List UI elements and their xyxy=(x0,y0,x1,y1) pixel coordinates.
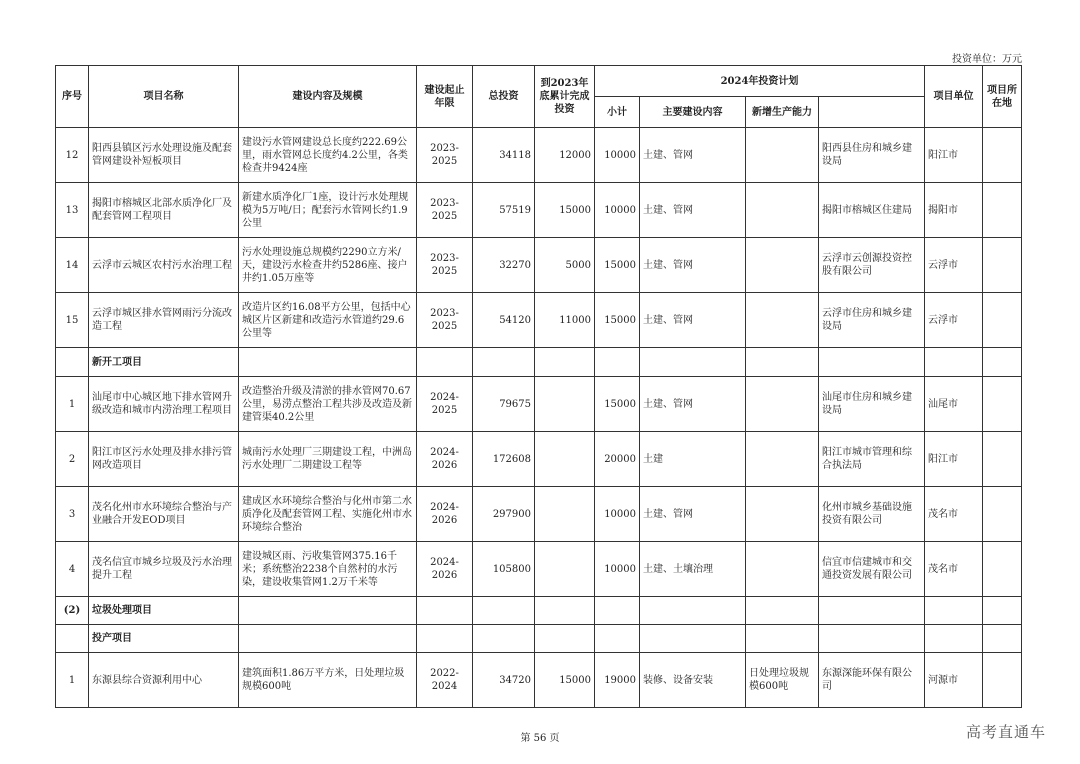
cell-completed: 11000 xyxy=(535,293,595,348)
empty-cell xyxy=(417,625,473,653)
cell-name: 东源县综合资源利用中心 xyxy=(89,653,239,708)
table-row xyxy=(56,653,1022,708)
cell-completed: 5000 xyxy=(535,238,595,293)
cell-completed: 15000 xyxy=(535,183,595,238)
cell-subtotal: 19000 xyxy=(595,653,640,708)
cell-capacity xyxy=(746,377,819,432)
cell-content: 改造片区约16.08平方公里，包括中心城区片区新建和改造污水管道约29.6公里等 xyxy=(239,293,417,348)
cell-note xyxy=(983,542,1022,597)
cell-total: 32270 xyxy=(473,238,535,293)
cell-name: 揭阳市榕城区北部水质净化厂及配套管网工程项目 xyxy=(89,183,239,238)
cell-seq: 3 xyxy=(56,487,89,542)
cell-capacity xyxy=(746,183,819,238)
cell-content: 建成区水环境综合整治与化州市第二水质净化及配套管网工程、实施化州市水环境综合整治 xyxy=(239,487,417,542)
header-main-content: 主要建设内容 xyxy=(640,97,746,128)
cell-capacity xyxy=(746,238,819,293)
cell-period: 2024-2026 xyxy=(417,487,473,542)
cell-content: 建设污水管网建设总长度约222.69公里，雨水管网总长度约4.2公里，各类检查井9424座 xyxy=(239,128,417,183)
header-plan2024: 2024年投资计划 xyxy=(595,66,925,97)
cell-subtotal: 15000 xyxy=(595,293,640,348)
cell-capacity: 日处理垃圾规模600吨 xyxy=(746,653,819,708)
cell-total: 54120 xyxy=(473,293,535,348)
cell-content: 城南污水处理厂三期建设工程，中洲岛污水处理厂二期建设工程等 xyxy=(239,432,417,487)
cell-capacity xyxy=(746,293,819,348)
table-row xyxy=(56,432,1022,487)
cell-seq: 12 xyxy=(56,128,89,183)
empty-cell xyxy=(239,348,417,377)
cell-unit: 汕尾市住房和城乡建设局 xyxy=(819,377,925,432)
empty-cell xyxy=(640,348,746,377)
section-seq xyxy=(56,625,89,653)
cell-seq: 14 xyxy=(56,238,89,293)
header-name: 项目名称 xyxy=(89,66,239,128)
empty-cell xyxy=(819,597,925,625)
cell-period: 2023-2025 xyxy=(417,183,473,238)
cell-location: 汕尾市 xyxy=(925,377,983,432)
empty-cell xyxy=(925,625,983,653)
cell-seq: 13 xyxy=(56,183,89,238)
table-row xyxy=(56,183,1022,238)
cell-completed: 15000 xyxy=(535,653,595,708)
cell-unit: 揭阳市榕城区住建局 xyxy=(819,183,925,238)
watermark: 高考直通车 xyxy=(966,723,1047,741)
header-period: 建设起止年限 xyxy=(417,66,473,128)
empty-cell xyxy=(595,348,640,377)
cell-location: 河源市 xyxy=(925,653,983,708)
section-seq: (2) xyxy=(56,597,89,625)
table-row xyxy=(56,238,1022,293)
empty-cell xyxy=(473,597,535,625)
cell-capacity xyxy=(746,542,819,597)
cell-subtotal: 20000 xyxy=(595,432,640,487)
empty-cell xyxy=(535,597,595,625)
empty-cell xyxy=(535,625,595,653)
cell-period: 2022-2024 xyxy=(417,653,473,708)
cell-period: 2024-2025 xyxy=(417,377,473,432)
cell-period: 2023-2025 xyxy=(417,238,473,293)
cell-subtotal: 10000 xyxy=(595,128,640,183)
section-label: 新开工项目 xyxy=(89,348,239,377)
cell-unit: 东源深能环保有限公司 xyxy=(819,653,925,708)
empty-cell xyxy=(925,348,983,377)
cell-content: 建筑面积1.86万平方米，日处理垃圾规模600吨 xyxy=(239,653,417,708)
page-number: 第 56 页 xyxy=(520,733,560,744)
cell-subtotal: 15000 xyxy=(595,377,640,432)
cell-total: 57519 xyxy=(473,183,535,238)
empty-cell xyxy=(819,348,925,377)
cell-subtotal: 15000 xyxy=(595,238,640,293)
cell-note xyxy=(983,487,1022,542)
cell-completed xyxy=(535,542,595,597)
cell-note xyxy=(983,128,1022,183)
cell-location: 揭阳市 xyxy=(925,183,983,238)
cell-main-content: 土建、管网 xyxy=(640,487,746,542)
empty-cell xyxy=(239,597,417,625)
cell-unit: 阳江市城市管理和综合执法局 xyxy=(819,432,925,487)
cell-note xyxy=(983,653,1022,708)
cell-subtotal: 10000 xyxy=(595,183,640,238)
cell-name: 茂名化州市水环境综合整治与产业融合开发EOD项目 xyxy=(89,487,239,542)
table-row xyxy=(56,377,1022,432)
empty-cell xyxy=(983,597,1022,625)
cell-content: 改造整治升级及清淤的排水管网70.67公里，易涝点整治工程共涉及改造及新建管渠40.2公里 xyxy=(239,377,417,432)
section-label: 投产项目 xyxy=(89,625,239,653)
empty-cell xyxy=(746,597,819,625)
header-total: 总投资 xyxy=(473,66,535,128)
empty-cell xyxy=(746,348,819,377)
cell-content: 新建水质净化厂1座，设计污水处理规模为5万吨/日；配套污水管网长约1.9公里 xyxy=(239,183,417,238)
cell-total: 79675 xyxy=(473,377,535,432)
header-unit: 项目单位 xyxy=(925,66,983,128)
cell-unit: 云浮市住房和城乡建设局 xyxy=(819,293,925,348)
section-row xyxy=(56,625,1022,653)
cell-completed xyxy=(535,432,595,487)
header-location: 项目所在地 xyxy=(983,66,1022,128)
cell-main-content: 土建、管网 xyxy=(640,128,746,183)
cell-period: 2023-2025 xyxy=(417,128,473,183)
empty-cell xyxy=(983,348,1022,377)
empty-cell xyxy=(535,348,595,377)
cell-name: 云浮市云城区农村污水治理工程 xyxy=(89,238,239,293)
header-completed: 到2023年底累计完成投资 xyxy=(535,66,595,128)
investment-table xyxy=(55,65,1022,708)
cell-unit: 云浮市云创源投资控股有限公司 xyxy=(819,238,925,293)
cell-note xyxy=(983,377,1022,432)
cell-unit: 信宜市信建城市和交通投资发展有限公司 xyxy=(819,542,925,597)
empty-cell xyxy=(473,348,535,377)
empty-cell xyxy=(925,597,983,625)
empty-cell xyxy=(417,597,473,625)
header-new-capacity: 新增生产能力 xyxy=(746,97,819,128)
cell-note xyxy=(983,432,1022,487)
empty-cell xyxy=(417,348,473,377)
cell-total: 105800 xyxy=(473,542,535,597)
header-subtotal: 小计 xyxy=(595,97,640,128)
cell-seq: 4 xyxy=(56,542,89,597)
cell-main-content: 土建、管网 xyxy=(640,183,746,238)
cell-main-content: 土建、土壤治理 xyxy=(640,542,746,597)
cell-period: 2024-2026 xyxy=(417,542,473,597)
empty-cell xyxy=(473,625,535,653)
cell-name: 云浮市城区排水管网雨污分流改造工程 xyxy=(89,293,239,348)
cell-completed: 12000 xyxy=(535,128,595,183)
cell-name: 阳江市区污水处理及排水排污管网改造项目 xyxy=(89,432,239,487)
empty-cell xyxy=(746,625,819,653)
cell-capacity xyxy=(746,432,819,487)
cell-note xyxy=(983,293,1022,348)
cell-main-content: 土建、管网 xyxy=(640,293,746,348)
table-body xyxy=(56,128,1022,708)
table-row xyxy=(56,487,1022,542)
cell-main-content: 装修、设备安装 xyxy=(640,653,746,708)
table-row xyxy=(56,542,1022,597)
empty-cell xyxy=(819,625,925,653)
cell-location: 阳江市 xyxy=(925,432,983,487)
cell-location: 云浮市 xyxy=(925,293,983,348)
table-row xyxy=(56,128,1022,183)
cell-completed xyxy=(535,487,595,542)
cell-main-content: 土建 xyxy=(640,432,746,487)
cell-note xyxy=(983,183,1022,238)
cell-seq: 15 xyxy=(56,293,89,348)
cell-seq: 1 xyxy=(56,653,89,708)
cell-period: 2023-2025 xyxy=(417,293,473,348)
cell-total: 34118 xyxy=(473,128,535,183)
table-row xyxy=(56,293,1022,348)
cell-note xyxy=(983,238,1022,293)
cell-seq: 1 xyxy=(56,377,89,432)
unit-label: 投资单位：万元 xyxy=(952,54,1022,65)
empty-cell xyxy=(640,625,746,653)
header-content: 建设内容及规模 xyxy=(239,66,417,128)
empty-cell xyxy=(595,597,640,625)
header-seq: 序号 xyxy=(56,66,89,128)
cell-seq: 2 xyxy=(56,432,89,487)
cell-subtotal: 10000 xyxy=(595,542,640,597)
section-seq xyxy=(56,348,89,377)
section-label: 垃圾处理项目 xyxy=(89,597,239,625)
cell-unit: 化州市城乡基础设施投资有限公司 xyxy=(819,487,925,542)
cell-location: 茂名市 xyxy=(925,487,983,542)
cell-period: 2024-2026 xyxy=(417,432,473,487)
section-row xyxy=(56,597,1022,625)
empty-cell xyxy=(983,625,1022,653)
cell-content: 建设城区雨、污收集管网375.16千米；系统整治2238个自然村的水污染，建设收集管网1.2万千米等 xyxy=(239,542,417,597)
cell-completed xyxy=(535,377,595,432)
cell-location: 茂名市 xyxy=(925,542,983,597)
cell-unit: 阳西县住房和城乡建设局 xyxy=(819,128,925,183)
empty-cell xyxy=(595,625,640,653)
section-row xyxy=(56,348,1022,377)
cell-location: 云浮市 xyxy=(925,238,983,293)
cell-capacity xyxy=(746,128,819,183)
cell-main-content: 土建、管网 xyxy=(640,238,746,293)
cell-total: 34720 xyxy=(473,653,535,708)
cell-content: 污水处理设施总规模约2290立方米/天，建设污水检查井约5286座、接户井约1.05万座等 xyxy=(239,238,417,293)
cell-name: 阳西县镇区污水处理设施及配套管网建设补短板项目 xyxy=(89,128,239,183)
cell-name: 汕尾市中心城区地下排水管网升级改造和城市内涝治理工程项目 xyxy=(89,377,239,432)
empty-cell xyxy=(239,625,417,653)
cell-main-content: 土建、管网 xyxy=(640,377,746,432)
cell-total: 172608 xyxy=(473,432,535,487)
cell-total: 297900 xyxy=(473,487,535,542)
cell-name: 茂名信宜市城乡垃圾及污水治理提升工程 xyxy=(89,542,239,597)
cell-location: 阳江市 xyxy=(925,128,983,183)
cell-capacity xyxy=(746,487,819,542)
cell-subtotal: 10000 xyxy=(595,487,640,542)
empty-cell xyxy=(640,597,746,625)
